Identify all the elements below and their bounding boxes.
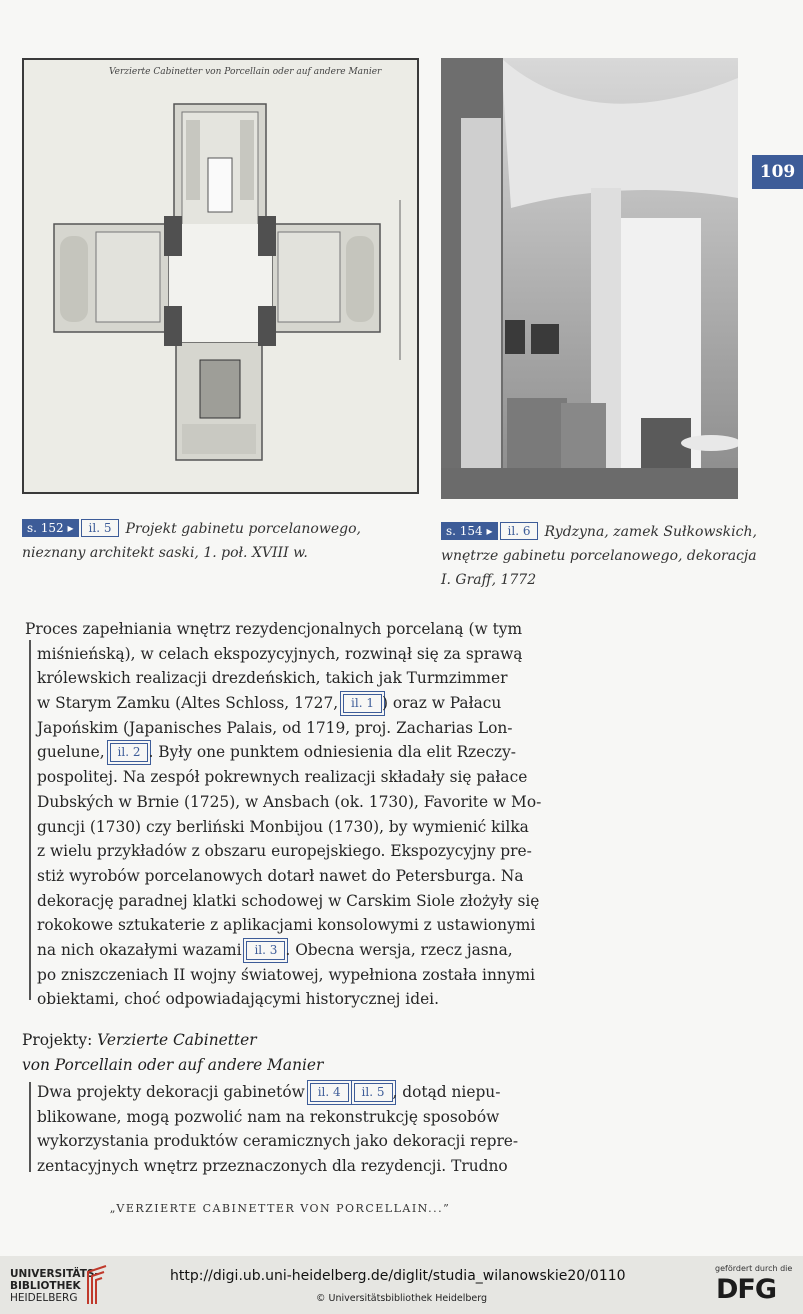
text-line: blikowane, mogą pozwolić nam na rekonstrukcję sposobów	[37, 1107, 500, 1126]
bottom-bar	[0, 1256, 803, 1314]
text-segment: Dwa projekty dekoracji gabinetów	[37, 1083, 305, 1101]
margin-rule	[29, 1082, 31, 1172]
text-line: rokokowe sztukaterie z aplikacjami konsolowymi z ustawionymi	[37, 916, 536, 935]
illustration-ref-link[interactable]: il. 5	[354, 1083, 393, 1102]
text-segment: guelune,	[37, 743, 105, 762]
text-segment: . Były one punktem odniesienia dla elit Rzeczy-	[148, 743, 517, 762]
text-line: Proces zapełniania wnętrz rezydencjonalnych porcelaną (w tym	[25, 620, 523, 638]
text-segment: ) oraz w Pałacu	[382, 694, 502, 713]
caption-left-line1: Projekt gabinetu porcelanowego,	[125, 521, 361, 537]
text-line: stiż wyrobów porcelanowych dotarł nawet do Petersburga. Na	[37, 866, 524, 885]
illustration-ref-badge[interactable]: il. 6	[500, 522, 539, 540]
document-url-link[interactable]: http://digi.ub.uni-heidelberg.de/diglit/studia_wilanowskie20/0110	[170, 1268, 626, 1284]
text-line: po zniszczeniach II wojny światowej, wypełniona została innymi	[37, 965, 536, 984]
interior-photo-image	[441, 58, 738, 499]
caption-right	[441, 520, 771, 592]
caption-right-line3: I. Graff, 1772	[441, 572, 537, 588]
caption-right-line2: wnętrze gabinetu porcelanowego, dekoracja	[441, 548, 757, 564]
section-heading-title: Verzierte Cabinetter	[97, 1031, 257, 1049]
copyright-notice: © Universitätsbibliothek Heidelberg	[315, 1293, 487, 1304]
plan-handwritten-title: Verzierte Cabinetter von Porcellain oder auf andere Manier	[109, 67, 382, 77]
section-heading-cont	[22, 1053, 323, 1078]
illustration-ref-badge[interactable]: il. 5	[81, 519, 120, 537]
text-segment: , dotąd niepu-	[392, 1083, 501, 1101]
figure-interior-photo	[441, 58, 738, 499]
funding-note: gefördert durch die	[715, 1264, 793, 1273]
caption-left	[22, 517, 422, 565]
text-line: Japońskim (Japanisches Palais, od 1719, proj. Zacharias Lon-	[37, 718, 513, 737]
illustration-ref-link[interactable]: il. 4	[310, 1083, 349, 1102]
page-number-tab: 109	[752, 155, 803, 189]
section-heading-label: Projekty:	[22, 1031, 93, 1049]
text-line: Dubských w Brnie (1725), w Ansbach (ok. 1730), Favorite w Mo-	[37, 792, 542, 811]
text-segment: . Obecna wersja, rzecz jasna,	[285, 940, 513, 959]
library-name-line: BIBLIOTHEK	[10, 1280, 81, 1292]
text-line: obiektami, choć odpowiadającymi historycznej idei.	[37, 990, 439, 1009]
text-segment: na nich okazałymi wazami	[37, 940, 242, 959]
illustration-ref-link[interactable]: il. 3	[246, 941, 285, 960]
figure-plan-drawing	[22, 58, 419, 494]
text-line	[37, 740, 537, 765]
text-line: z wielu przykładów z obszaru europejskiego. Ekspozycyjny pre-	[37, 842, 532, 861]
illustration-ref-link[interactable]: il. 1	[343, 694, 382, 713]
text-line: miśnieńską), w celach ekspozycyjnych, rozwinął się za sprawą	[37, 644, 523, 663]
section-heading-title-cont: von Porcellain oder auf andere Manier	[22, 1056, 324, 1074]
text-line	[37, 691, 537, 716]
dfg-logo: DFG	[716, 1274, 777, 1305]
text-line: królewskich realizacji drezdeńskich, takich jak Turmzimmer	[37, 669, 508, 688]
section-heading	[22, 1028, 257, 1053]
illustration-ref-link[interactable]: il. 2	[110, 743, 149, 762]
library-name-line: HEIDELBERG	[10, 1292, 78, 1304]
text-segment: w Starym Zamku (Altes Schloss, 1727,	[37, 694, 339, 713]
text-line	[37, 1080, 537, 1105]
caption-left-line2: nieznany architekt saski, 1. poł. XVIII w.	[22, 545, 308, 561]
plan-drawing-image	[24, 60, 417, 492]
running-footer: „VERZIERTE CABINETTER VON PORCELLAIN...”	[109, 1202, 451, 1215]
page-ref-badge[interactable]: s. 154 ▸	[441, 522, 498, 540]
paragraph-1	[25, 617, 542, 1012]
text-line: wykorzystania produktów ceramicznych jako dekoracji repre-	[37, 1132, 519, 1151]
margin-rule	[29, 640, 31, 1000]
text-line: guncji (1730) czy berliński Monbijou (1730), by wymienić kilka	[37, 817, 529, 836]
text-line	[37, 938, 537, 963]
page-ref-badge[interactable]: s. 152 ▸	[22, 519, 79, 537]
library-name-line: UNIVERSITÄTS-	[10, 1268, 99, 1280]
paragraph-2	[37, 1080, 537, 1179]
text-line: dekorację paradnej klatki schodowej w Carskim Siole złożyły się	[37, 891, 540, 910]
text-line: zentacyjnych wnętrz przeznaczonych dla rezydencji. Trudno	[37, 1157, 508, 1176]
caption-right-line1: Rydzyna, zamek Sułkowskich,	[544, 524, 757, 540]
text-line: pospolitej. Na zespół pokrewnych realizacji składały się pałace	[37, 768, 528, 787]
